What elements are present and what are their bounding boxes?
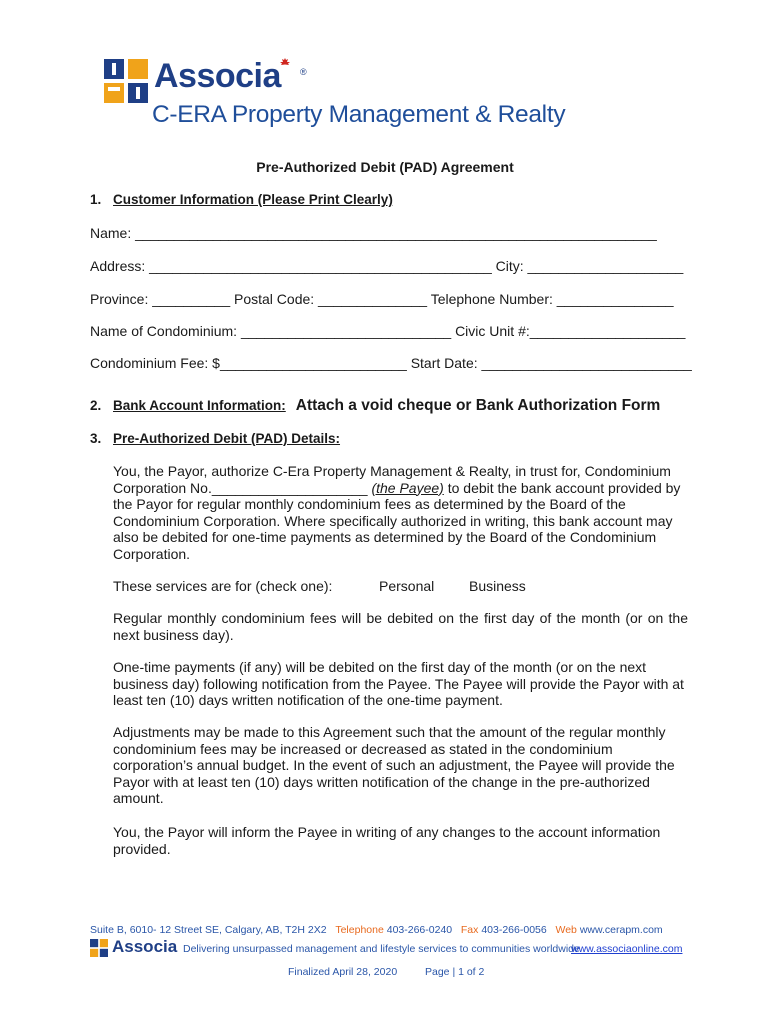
company-logo bbox=[104, 57, 624, 137]
fax-label: Fax bbox=[460, 924, 479, 936]
address-city-field[interactable]: Address: ____________________________________________ City: ____________________ bbox=[90, 258, 684, 274]
services-label: These services are for (check one): bbox=[113, 578, 333, 594]
option-personal[interactable]: Personal bbox=[379, 578, 435, 594]
registered-mark: ® bbox=[300, 67, 307, 77]
associa-logo-mark-icon bbox=[104, 59, 148, 103]
section-2-heading bbox=[90, 397, 660, 415]
telephone-number: 403-266-0240 bbox=[386, 924, 453, 936]
authorization-text-cont: to debit the bank account provided by the Payor for regular monthly condominium fees as determined by the Board of the Condominium Corporation. Where specifically authorized in writing, this bank account may also be debited for one-time payments as determined by the Board of the Condominium Corporation. bbox=[113, 479, 681, 562]
authorization-text: You, the Payor, authorize C-Era Property Management & Realty, in trust for, Condominium Corporation No.____________________ bbox=[113, 463, 671, 496]
adjustments-paragraph: Adjustments may be made to this Agreement such that the amount of the regular monthly condominium fees may be increased or decreased as stated in the condominium corporation’s annual budget. In the event of such an adjustment, the Payee will provide the Payor with at least ten (10) days written notification of the change in the pre-authorized amount. bbox=[113, 724, 675, 806]
page-number: Page | 1 of 2 bbox=[425, 966, 485, 978]
section-title: Pre-Authorized Debit (PAD) Details: bbox=[113, 431, 341, 446]
one-time-payments-paragraph: One-time payments (if any) will be debited on the first day of the month (or on the next business day) following notification from the Payee. The Payee will provide the Payor with at least ten (10) days written notification of the one-time payment. bbox=[113, 659, 684, 708]
footer-contact-line bbox=[90, 924, 690, 936]
associa-website-link[interactable]: www.associaonline.com bbox=[571, 943, 683, 955]
section-1-heading bbox=[90, 192, 393, 207]
authorization-paragraph bbox=[113, 463, 688, 562]
condominium-civic-unit-field[interactable]: Name of Condominium: ___________________________ Civic Unit #:____________________ bbox=[90, 323, 686, 339]
account-changes-paragraph: You, the Payor will inform the Payee in writing of any changes to the account information provided. bbox=[113, 824, 661, 857]
province-postal-telephone-field[interactable]: Province: __________ Postal Code: ______________ Telephone Number: _______________ bbox=[90, 291, 674, 307]
name-field[interactable]: Name: ___________________________________________________________________ bbox=[90, 225, 657, 241]
fee-start-date-field[interactable]: Condominium Fee: $________________________ Start Date: ___________________________ bbox=[90, 355, 692, 371]
logo-wordmark: Associa bbox=[154, 57, 281, 95]
option-business[interactable]: Business bbox=[469, 578, 526, 594]
section-title: Customer Information (Please Print Clearly) bbox=[113, 192, 393, 207]
document-title: Pre-Authorized Debit (PAD) Agreement bbox=[256, 159, 514, 175]
fax-number: 403-266-0056 bbox=[481, 924, 547, 936]
footer-logo-wordmark: Associa bbox=[112, 937, 178, 956]
footer-address: Suite B, 6010- 12 Street SE, Calgary, AB, T2H 2X2 bbox=[90, 924, 327, 936]
company-subtitle: C-ERA Property Management & Realty bbox=[152, 101, 566, 128]
section-3-heading bbox=[90, 431, 340, 446]
telephone-label: Telephone bbox=[335, 924, 384, 936]
footer-tagline: Delivering unsurpassed management and lifestyle services to communities worldwide bbox=[183, 943, 580, 955]
finalized-date: Finalized April 28, 2020 bbox=[288, 966, 398, 978]
section-number: 3. bbox=[90, 431, 102, 446]
section-number: 1. bbox=[90, 192, 102, 207]
section-number: 2. bbox=[90, 398, 102, 413]
attach-cheque-instruction: Attach a void cheque or Bank Authorization Form bbox=[295, 397, 661, 414]
maple-leaf-icon bbox=[280, 58, 290, 66]
payee-term: (the Payee) bbox=[371, 479, 444, 496]
web-label: Web bbox=[555, 924, 577, 936]
regular-fees-paragraph: Regular monthly condominium fees will be debited on the first day of the month (or on the next business day). bbox=[113, 610, 688, 643]
section-title: Bank Account Information: bbox=[113, 398, 286, 413]
associa-mini-logo-icon bbox=[90, 939, 108, 957]
footer-tagline-row bbox=[90, 938, 690, 960]
web-address: www.cerapm.com bbox=[579, 924, 663, 936]
